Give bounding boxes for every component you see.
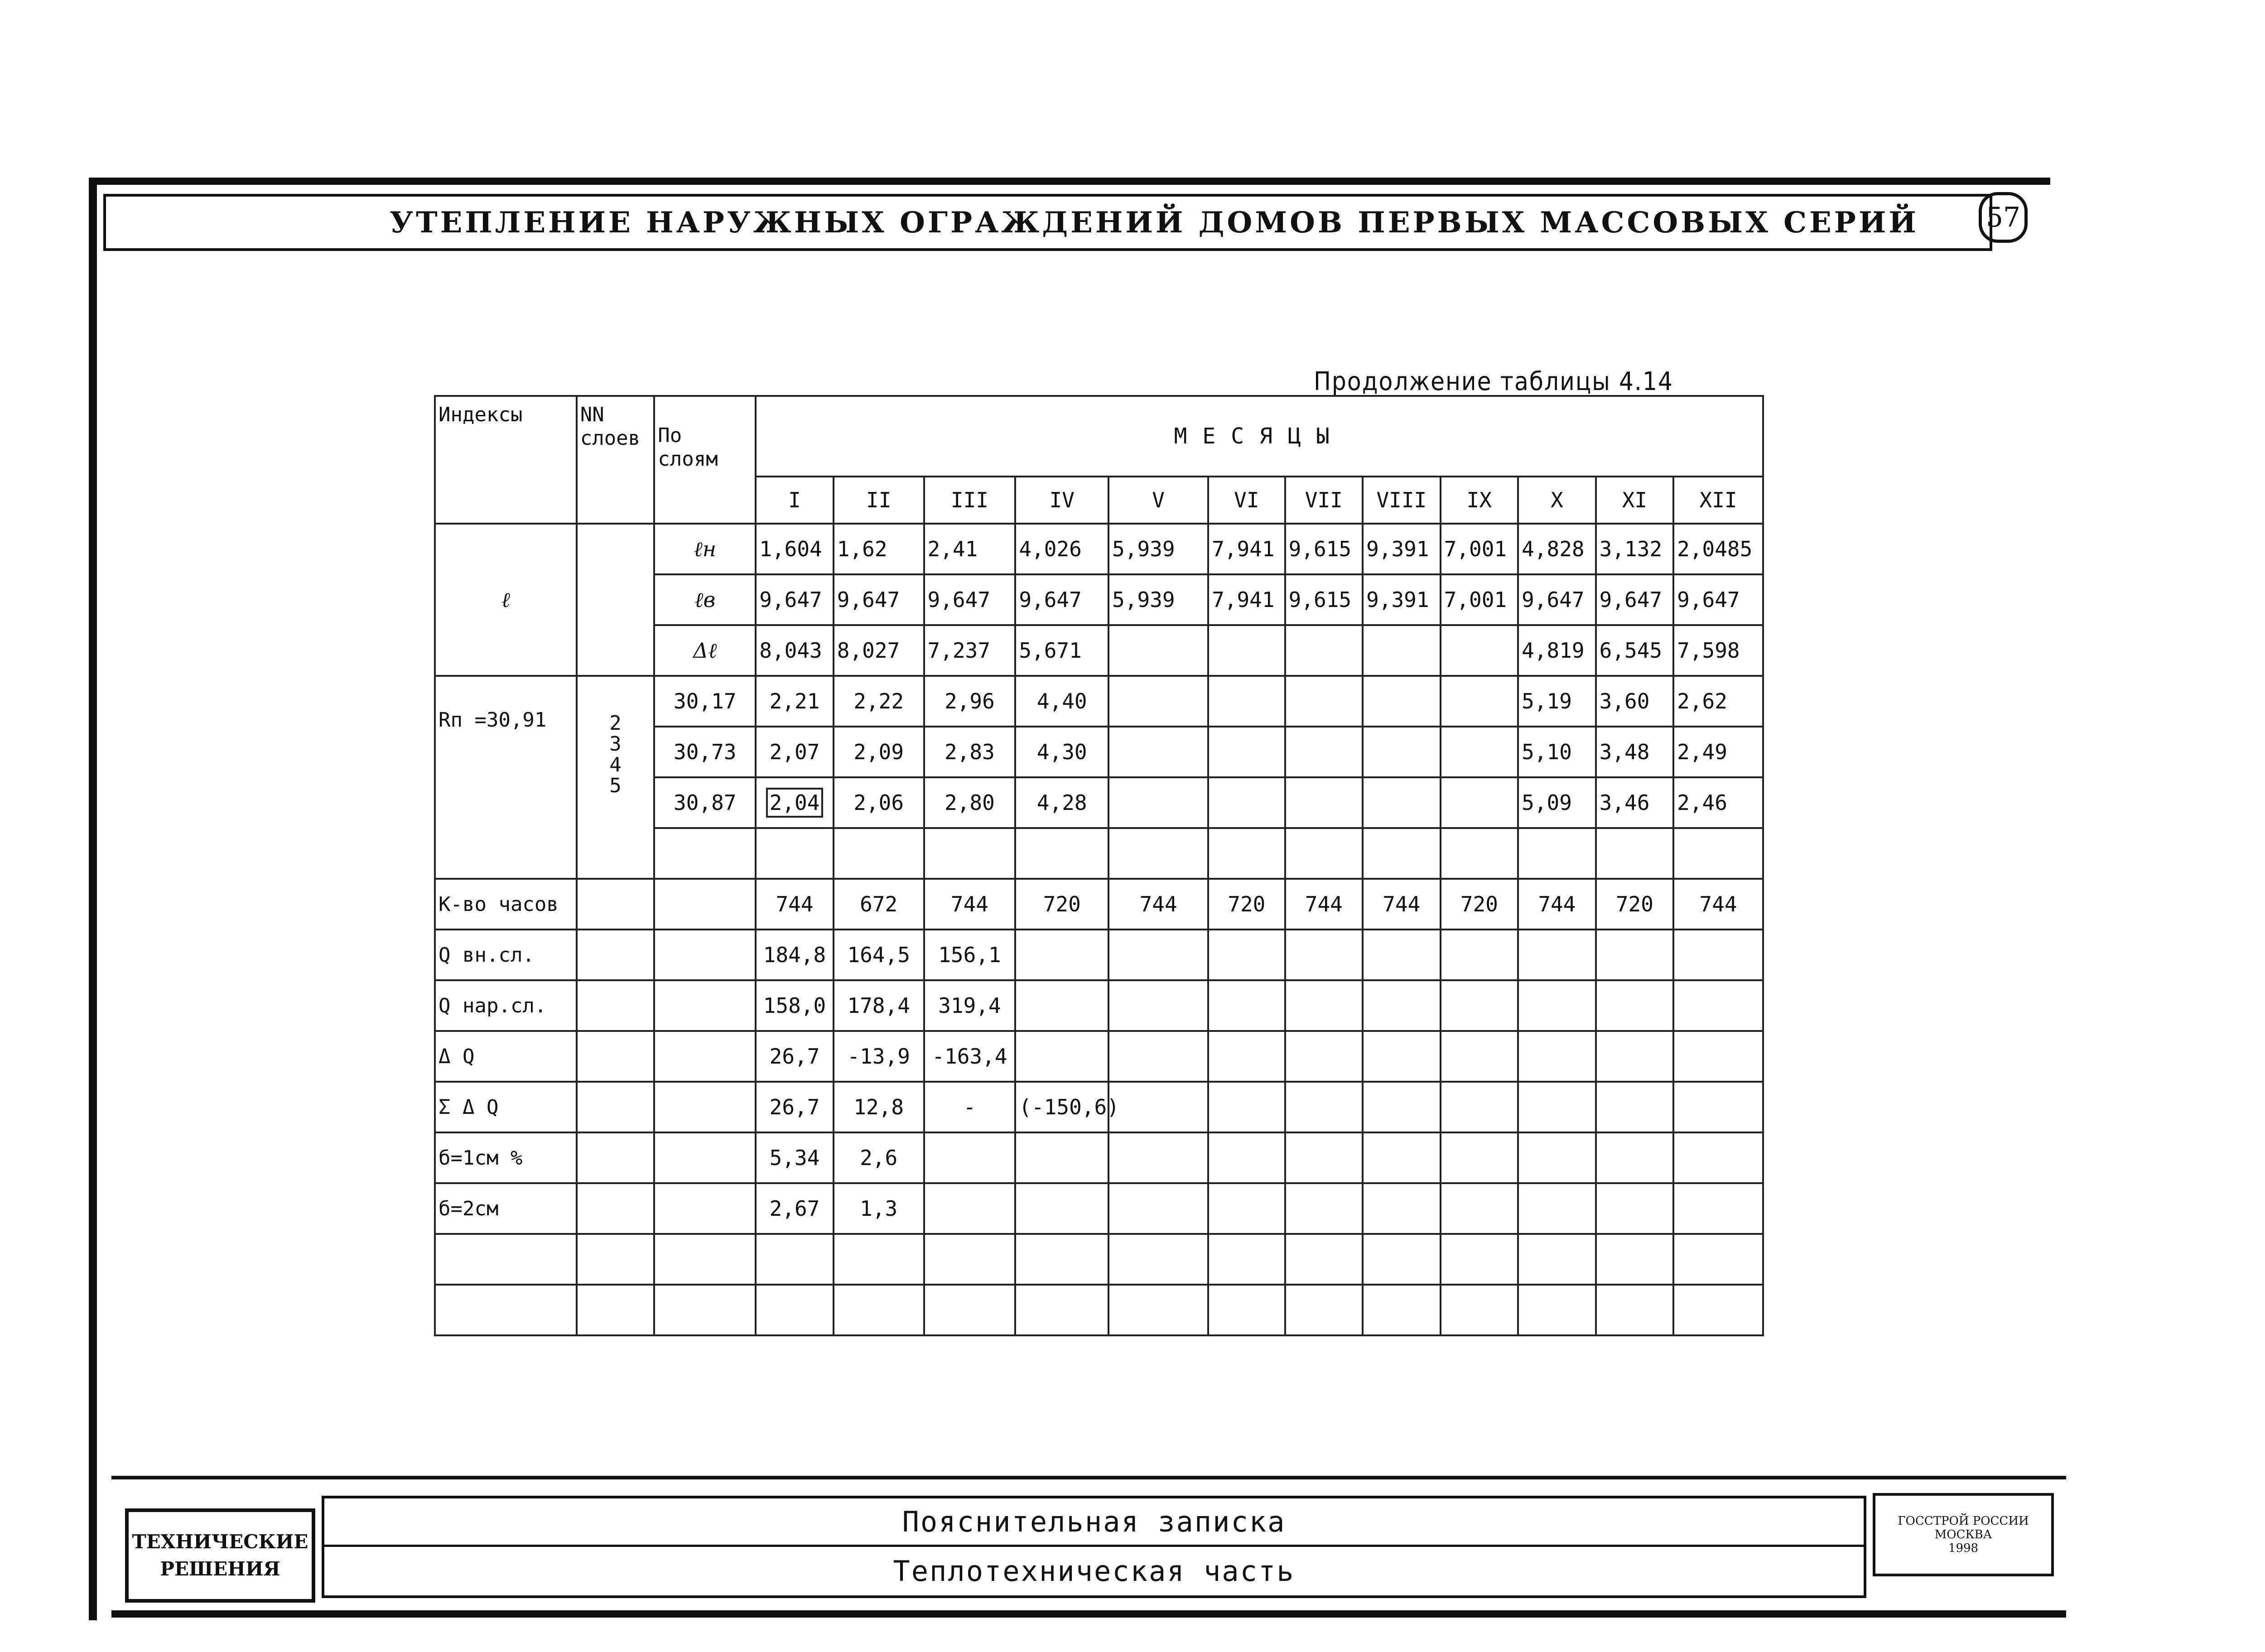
- data-table: [434, 395, 1764, 1336]
- table-cell: 1,604: [756, 524, 834, 574]
- table-cell: [1363, 1031, 1441, 1082]
- blank-cell: [654, 1183, 756, 1234]
- table-cell: [1108, 980, 1208, 1031]
- cell-value: 2,07: [769, 740, 820, 764]
- row-label: Δ Q: [435, 1031, 577, 1082]
- blank-cell: [577, 1031, 655, 1082]
- cell-value: 2,06: [853, 790, 904, 815]
- blank-cell: [654, 930, 756, 980]
- header-layer-numbers: NN слоев: [577, 396, 655, 524]
- table-cell: 9,391: [1363, 524, 1441, 574]
- table-cell: [1363, 930, 1441, 980]
- table-cell: [1596, 676, 1674, 727]
- page-number: 57: [1979, 192, 2028, 243]
- table-cell: 744: [1108, 879, 1208, 930]
- blank-cell: [577, 980, 655, 1031]
- table-cell: 7,001: [1441, 574, 1518, 625]
- layer-number-list: [580, 713, 651, 796]
- table-cell: 158,0: [756, 980, 834, 1031]
- blank-cell: [1108, 1285, 1208, 1335]
- table-cell: [1208, 625, 1285, 676]
- table-cell: [1441, 625, 1518, 676]
- table-cell: [1015, 1132, 1108, 1183]
- table-cell: [1673, 1132, 1763, 1183]
- table-cell: [1285, 777, 1363, 828]
- table-cell: [1285, 1183, 1363, 1234]
- table-cell: [1015, 777, 1108, 828]
- table-cell: 7,598: [1673, 625, 1763, 676]
- table-cell: [1596, 1183, 1674, 1234]
- table-cell: [924, 1132, 1016, 1183]
- table-cell: [1015, 676, 1108, 727]
- boxed-min-value: 2,04: [766, 788, 824, 818]
- table-cell: [1673, 777, 1763, 828]
- row-label: б=1см %: [435, 1132, 577, 1183]
- table-cell: [834, 777, 924, 828]
- blank-cell: [1518, 1234, 1596, 1285]
- blank-cell: [1208, 1285, 1285, 1335]
- table-cell: [1596, 1132, 1674, 1183]
- table-cell: [1518, 777, 1596, 828]
- table-cell: [924, 777, 1016, 828]
- cell-value: 2,83: [945, 740, 995, 764]
- blank-cell: [1363, 1285, 1441, 1335]
- cell-value: 2,46: [1677, 790, 1727, 815]
- table-cell: [1363, 727, 1441, 777]
- table-cell: [1208, 727, 1285, 777]
- table-cell: 9,647: [924, 574, 1016, 625]
- title-block-rule: [111, 1476, 2066, 1479]
- blank-cell: [834, 828, 924, 879]
- blank-cell: [435, 1234, 577, 1285]
- table-cell: 5,939: [1108, 574, 1208, 625]
- blank-cell: [577, 930, 655, 980]
- document-title: УТЕПЛЕНИЕ НАРУЖНЫХ ОГРАЖДЕНИЙ ДОМОВ ПЕРВЫХ МАССОВЫХ СЕРИЙ: [390, 205, 1919, 240]
- table-cell: -: [924, 1082, 1016, 1132]
- table-cell: 6,545: [1596, 625, 1674, 676]
- table-cell: [1208, 777, 1285, 828]
- table-cell: [1596, 1031, 1674, 1082]
- e-sublabel: ℓв: [654, 574, 756, 625]
- table-cell: [1441, 1031, 1518, 1082]
- months-label: МЕСЯЦЫ: [1174, 424, 1345, 449]
- table-cell: [1285, 676, 1363, 727]
- table-cell: 672: [834, 879, 924, 930]
- blank-cell: [1285, 1234, 1363, 1285]
- table-cell: 3,132: [1596, 524, 1674, 574]
- rn-sublabel: 30,73: [654, 727, 756, 777]
- table-cell: [1363, 1183, 1441, 1234]
- cell-value: 3,46: [1599, 790, 1650, 815]
- blank-cell: [654, 980, 756, 1031]
- blank-cell: [1518, 828, 1596, 879]
- blank-cell: [834, 1285, 924, 1335]
- blank-cell: [1015, 1285, 1108, 1335]
- table-cell: 9,647: [1673, 574, 1763, 625]
- blank-cell: [834, 1234, 924, 1285]
- table-cell: 744: [1363, 879, 1441, 930]
- blank-cell: [924, 1285, 1016, 1335]
- table-cell: [1441, 1183, 1518, 1234]
- table-cell: [1015, 727, 1108, 777]
- row-label: б=2см: [435, 1183, 577, 1234]
- table-cell: [756, 727, 834, 777]
- blank-cell: [654, 1031, 756, 1082]
- table-cell: [1363, 625, 1441, 676]
- cell-value: 5,19: [1522, 689, 1572, 713]
- table-cell: [1015, 930, 1108, 980]
- table-cell: [1596, 930, 1674, 980]
- cell-value: 2,80: [945, 790, 995, 815]
- table-cell: [1363, 1082, 1441, 1132]
- month-header: IV: [1015, 477, 1108, 524]
- blank-cell: [1015, 828, 1108, 879]
- cell-value: 5,09: [1522, 790, 1572, 815]
- blank-cell: [654, 828, 756, 879]
- sheet-frame-left: [89, 178, 97, 1620]
- title-block-center: [322, 1496, 1866, 1598]
- blank-cell: [924, 1234, 1016, 1285]
- row-label: Q нар.сл.: [435, 980, 577, 1031]
- table-cell: [1108, 625, 1208, 676]
- table-cell: 720: [1596, 879, 1674, 930]
- blank-cell: [1673, 1285, 1763, 1335]
- blank-cell: [1208, 1234, 1285, 1285]
- table-cell: [1363, 676, 1441, 727]
- rn-index-label: Rп =30,91: [435, 676, 577, 879]
- table-cell: -13,9: [834, 1031, 924, 1082]
- table-cell: 8,043: [756, 625, 834, 676]
- blank-cell: [1441, 1285, 1518, 1335]
- sheet-frame-bottom: [111, 1610, 2066, 1618]
- table-cell: [1108, 676, 1208, 727]
- table-cell: [1673, 980, 1763, 1031]
- table-cell: 744: [756, 879, 834, 930]
- cell-value: 4,30: [1036, 740, 1087, 764]
- table-cell: 1,3: [834, 1183, 924, 1234]
- publisher-line-1: ГОССТРОЙ РОССИИ: [1898, 1514, 2029, 1528]
- table-cell: [1208, 930, 1285, 980]
- table-cell: [1208, 1082, 1285, 1132]
- table-cell: [1673, 1031, 1763, 1082]
- title-block-publisher: [1873, 1493, 2054, 1576]
- blank-cell: [756, 1285, 834, 1335]
- month-header: XI: [1596, 477, 1674, 524]
- table-cell: 4,026: [1015, 524, 1108, 574]
- table-cell: 720: [1441, 879, 1518, 930]
- table-cell: [1363, 777, 1441, 828]
- table-cell: [1441, 980, 1518, 1031]
- table-cell: [756, 676, 834, 727]
- table-cell: [1208, 676, 1285, 727]
- table-cell: [1108, 1082, 1208, 1132]
- blank-cell: [1108, 828, 1208, 879]
- table-cell: 7,941: [1208, 574, 1285, 625]
- table-cell: 184,8: [756, 930, 834, 980]
- table-cell: [924, 676, 1016, 727]
- table-cell: [1441, 930, 1518, 980]
- blank-cell: [1596, 1234, 1674, 1285]
- table-cell: 744: [1673, 879, 1763, 930]
- table-cell: 9,391: [1363, 574, 1441, 625]
- table-cell: 9,647: [834, 574, 924, 625]
- table-cell: [1108, 727, 1208, 777]
- blank-cell: [435, 1285, 577, 1335]
- table-cell: 2,0485: [1673, 524, 1763, 574]
- table-cell: 2,6: [834, 1132, 924, 1183]
- blank-cell: [654, 1285, 756, 1335]
- table-cell: 156,1: [924, 930, 1016, 980]
- title-block-subject: Пояснительная записка: [324, 1498, 1864, 1547]
- e-layers-empty: [577, 524, 655, 676]
- table-cell: 12,8: [834, 1082, 924, 1132]
- table-cell: [1441, 1132, 1518, 1183]
- title-block-section: Теплотехническая часть: [893, 1555, 1295, 1588]
- cell-value: 3,60: [1599, 689, 1650, 713]
- table-cell: [1108, 1132, 1208, 1183]
- blank-cell: [1673, 828, 1763, 879]
- layer-number: 3: [609, 732, 622, 756]
- table-cell: [1518, 727, 1596, 777]
- table-cell: [1673, 1183, 1763, 1234]
- publisher-line-3: 1998: [1948, 1541, 1979, 1555]
- table-cell: 5,671: [1015, 625, 1108, 676]
- table-cell: [1441, 777, 1518, 828]
- table-cell: 319,4: [924, 980, 1016, 1031]
- layer-number: 4: [609, 753, 622, 776]
- table-cell: [1518, 1132, 1596, 1183]
- cell-value: 2,22: [853, 689, 904, 713]
- table-cell: [1673, 930, 1763, 980]
- table-cell: [1285, 930, 1363, 980]
- table-cell: [924, 727, 1016, 777]
- blank-cell: [1596, 1285, 1674, 1335]
- table-cell: 7,237: [924, 625, 1016, 676]
- cell-value: 4,28: [1036, 790, 1087, 815]
- table-cell: 9,615: [1285, 524, 1363, 574]
- table-cell: [1285, 1031, 1363, 1082]
- blank-cell: [1285, 1285, 1363, 1335]
- month-header: VII: [1285, 477, 1363, 524]
- title-block-stamp-left: [125, 1508, 315, 1603]
- cell-value: 3,48: [1599, 740, 1650, 764]
- table-cell: [1108, 777, 1208, 828]
- month-header: I: [756, 477, 834, 524]
- table-cell: 26,7: [756, 1031, 834, 1082]
- table-cell: 4,819: [1518, 625, 1596, 676]
- table-cell: [1673, 727, 1763, 777]
- table-cell: [1596, 727, 1674, 777]
- blank-cell: [1441, 1234, 1518, 1285]
- table-cell: 2,41: [924, 524, 1016, 574]
- blank-cell: [1518, 1285, 1596, 1335]
- table-cell: [1015, 980, 1108, 1031]
- month-header: XII: [1673, 477, 1763, 524]
- table-cell: [1518, 1183, 1596, 1234]
- table-cell: 720: [1208, 879, 1285, 930]
- blank-cell: [577, 1285, 655, 1335]
- table-cell: [1285, 727, 1363, 777]
- blank-cell: [1363, 828, 1441, 879]
- month-header: V: [1108, 477, 1208, 524]
- stamp-line-1: ТЕХНИЧЕСКИЕ: [132, 1531, 308, 1553]
- table-cell: [834, 727, 924, 777]
- rn-sublabel: 30,87: [654, 777, 756, 828]
- table-cell: [1596, 1082, 1674, 1132]
- table-cell: [1015, 1031, 1108, 1082]
- rn-sublabel: 30,17: [654, 676, 756, 727]
- row-label: Q вн.сл.: [435, 930, 577, 980]
- table-cell: [1441, 1082, 1518, 1132]
- table-cell: 744: [924, 879, 1016, 930]
- month-header: X: [1518, 477, 1596, 524]
- layer-numbers: [577, 676, 655, 879]
- publisher-line-2: МОСКВА: [1934, 1528, 1992, 1541]
- blank-cell: [654, 1234, 756, 1285]
- blank-cell: [577, 1183, 655, 1234]
- table-cell: [1108, 930, 1208, 980]
- cell-value: 2,09: [853, 740, 904, 764]
- cell-value: 2,62: [1677, 689, 1727, 713]
- table-cell: [1441, 727, 1518, 777]
- blank-cell: [654, 879, 756, 930]
- month-header: VIII: [1363, 477, 1441, 524]
- table-cell: [1285, 1082, 1363, 1132]
- row-label: К-во часов: [435, 879, 577, 930]
- row-label: Σ Δ Q: [435, 1082, 577, 1132]
- table-cell: [1673, 676, 1763, 727]
- table-cell: 9,647: [1518, 574, 1596, 625]
- table-cell: [1518, 930, 1596, 980]
- table-cell: 2,67: [756, 1183, 834, 1234]
- blank-cell: [577, 1082, 655, 1132]
- layer-number: 5: [609, 774, 622, 797]
- table-cell: 164,5: [834, 930, 924, 980]
- table-cell: [924, 1183, 1016, 1234]
- header-by-layers: По слоям: [654, 396, 756, 524]
- table-cell: 9,647: [1015, 574, 1108, 625]
- table-cell: [1363, 1132, 1441, 1183]
- month-header: VI: [1208, 477, 1285, 524]
- table-cell: -163,4: [924, 1031, 1016, 1082]
- blank-cell: [654, 1132, 756, 1183]
- table-cell: [1208, 980, 1285, 1031]
- blank-cell: [756, 1234, 834, 1285]
- blank-cell: [1673, 1234, 1763, 1285]
- table-cell: 26,7: [756, 1082, 834, 1132]
- data-table-wrapper: [434, 395, 1764, 1336]
- e-sublabel: ℓн: [654, 524, 756, 574]
- table-cell: [1208, 1132, 1285, 1183]
- blank-cell: [654, 1082, 756, 1132]
- table-cell: 744: [1518, 879, 1596, 930]
- table-cell: [1285, 1132, 1363, 1183]
- blank-cell: [1015, 1234, 1108, 1285]
- cell-value: 2,96: [945, 689, 995, 713]
- layer-number: 2: [609, 712, 622, 735]
- table-cell: 7,001: [1441, 524, 1518, 574]
- table-cell: [1518, 1082, 1596, 1132]
- month-header: II: [834, 477, 924, 524]
- table-cell: [1208, 1031, 1285, 1082]
- table-cell: 5,34: [756, 1132, 834, 1183]
- table-cell: [1518, 980, 1596, 1031]
- e-sublabel: Δℓ: [654, 625, 756, 676]
- blank-cell: [756, 828, 834, 879]
- blank-cell: [577, 1132, 655, 1183]
- cell-value: 4,40: [1036, 689, 1087, 713]
- blank-cell: [924, 828, 1016, 879]
- blank-cell: [1441, 828, 1518, 879]
- table-cell: [756, 777, 834, 828]
- table-cell: [1673, 1082, 1763, 1132]
- table-cell: [1285, 980, 1363, 1031]
- cell-value: 2,49: [1677, 740, 1727, 764]
- table-cell: 720: [1015, 879, 1108, 930]
- month-header: III: [924, 477, 1016, 524]
- table-cell: (-150,6): [1015, 1082, 1108, 1132]
- blank-cell: [577, 1234, 655, 1285]
- table-cell: [1108, 1031, 1208, 1082]
- table-cell: 178,4: [834, 980, 924, 1031]
- table-cell: 9,647: [756, 574, 834, 625]
- e-index-symbol: ℓ: [435, 524, 577, 676]
- table-cell: 5,939: [1108, 524, 1208, 574]
- table-cell: [1208, 1183, 1285, 1234]
- cell-value: 2,21: [769, 689, 820, 713]
- table-cell: 9,615: [1285, 574, 1363, 625]
- header-indices: Индексы: [435, 396, 577, 524]
- blank-cell: [1108, 1234, 1208, 1285]
- month-header: IX: [1441, 477, 1518, 524]
- cell-value: 5,10: [1522, 740, 1572, 764]
- table-cell: 1,62: [834, 524, 924, 574]
- blank-cell: [1208, 828, 1285, 879]
- sheet-frame-top: [89, 178, 2050, 185]
- table-cell: [1441, 676, 1518, 727]
- table-cell: [1518, 676, 1596, 727]
- blank-cell: [1596, 828, 1674, 879]
- table-cell: 4,828: [1518, 524, 1596, 574]
- table-cell: 8,027: [834, 625, 924, 676]
- table-cell: [834, 676, 924, 727]
- table-cell: [1285, 625, 1363, 676]
- blank-cell: [1285, 828, 1363, 879]
- table-cell: [1596, 980, 1674, 1031]
- table-cell: [1015, 1183, 1108, 1234]
- table-cell: 744: [1285, 879, 1363, 930]
- table-cell: 9,647: [1596, 574, 1674, 625]
- table-cell: [1108, 1183, 1208, 1234]
- table-cell: [1518, 1031, 1596, 1082]
- table-cell: [1596, 777, 1674, 828]
- stamp-line-2: РЕШЕНИЯ: [160, 1558, 280, 1580]
- table-cell: 7,941: [1208, 524, 1285, 574]
- blank-cell: [577, 879, 655, 930]
- blank-cell: [1363, 1234, 1441, 1285]
- table-caption: Продолжение таблицы 4.14: [1314, 367, 1674, 396]
- table-cell: [1363, 980, 1441, 1031]
- header-months: [756, 396, 1763, 477]
